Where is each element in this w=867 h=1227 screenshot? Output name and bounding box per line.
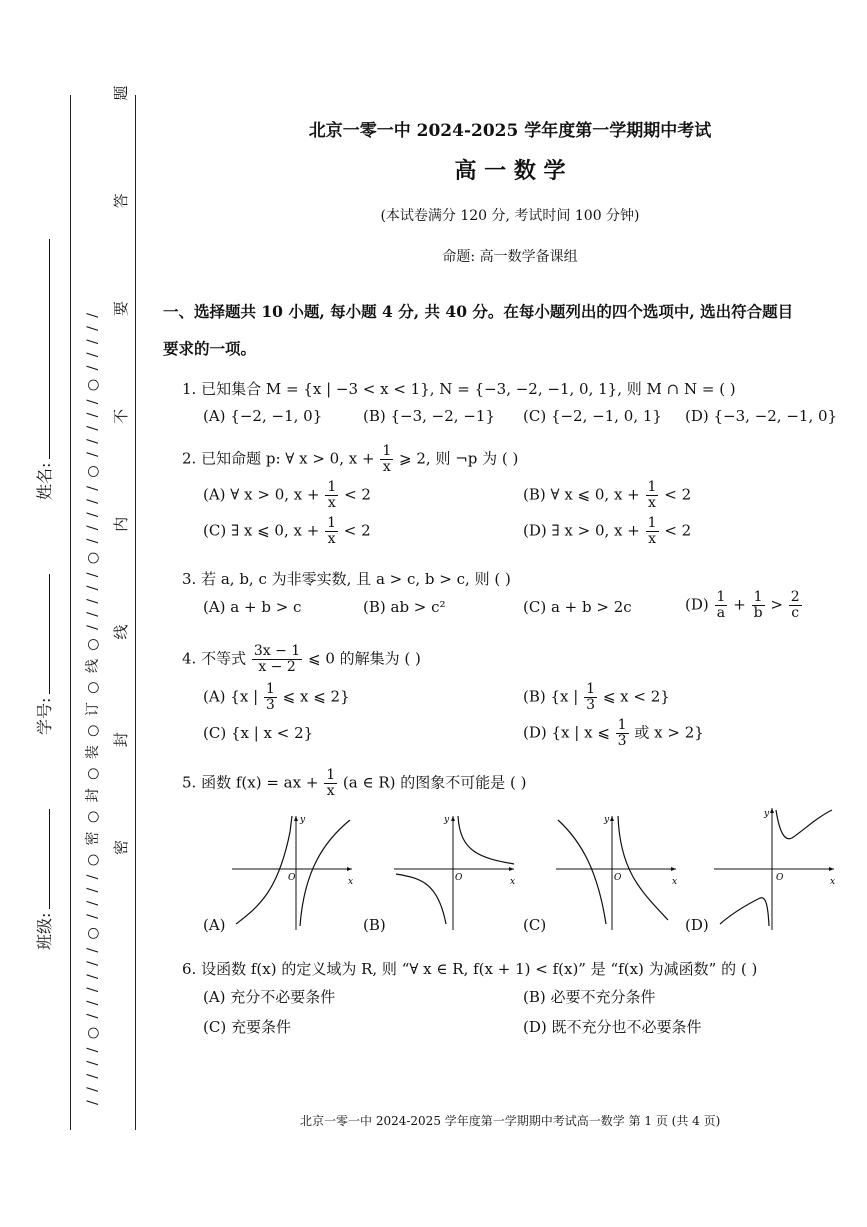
svg-text:x: x — [830, 877, 836, 887]
q2-option-a: (A) ∀ x > 0, x + $\frac{1}{x}$ < 2 — [203, 479, 371, 511]
q4-stem: 4. 不等式 $\frac{3x - 1}{x - 2}$ ⩽ 0 的解集为 ( ) — [182, 643, 421, 675]
q1-option-d: (D) {−3, −2, −1, 0} — [685, 407, 838, 425]
exam-author: 命题: 高一数学备课组 — [442, 249, 578, 265]
q5-graph-b — [390, 812, 520, 932]
name-label: 姓名: — [32, 239, 55, 500]
q5-label-b: (B) — [363, 916, 386, 934]
q3-option-c: (C) a + b > 2c — [523, 598, 632, 616]
q6-option-d: (D) 既不充分也不必要条件 — [523, 1018, 702, 1036]
svg-text:x: x — [510, 877, 516, 887]
binding-line-right — [135, 95, 136, 1130]
section-heading-line1: 一、选择题共 10 小题, 每小题 4 分, 共 40 分。在每小题列出的四个选项中, 选出符合题目 — [163, 302, 794, 321]
svg-text:x: x — [348, 877, 354, 887]
q6-option-b: (B) 必要不充分条件 — [523, 988, 656, 1006]
page-footer: 北京一零一中 2024-2025 学年度第一学期期中考试高一数学 第 1 页 (共 4 页) — [300, 1114, 721, 1128]
exam-info: (本试卷满分 120 分, 考试时间 100 分钟) — [380, 208, 640, 224]
q5-label-d: (D) — [685, 916, 709, 934]
q5-label-a: (A) — [203, 916, 226, 934]
seal-warning-text: 密 封 线 内 不 要 答 题 — [112, 41, 130, 855]
q4-option-d: (D) {x | x ⩽ $\frac{1}{3}$ 或 x > 2} — [523, 717, 704, 749]
q6-stem: 6. 设函数 f(x) 的定义域为 R, 则 “∀ x ∈ R, f(x + 1) < f(x)” 是 “f(x) 为减函数” 的 ( ) — [182, 960, 758, 978]
section-heading-line2: 要求的一项。 — [163, 339, 257, 358]
q5-stem: 5. 函数 f(x) = ax + $\frac{1}{x}$ (a ∈ R) 的图象不可能是 ( ) — [182, 767, 527, 799]
q6-option-a: (A) 充分不必要条件 — [203, 988, 336, 1006]
svg-text:y: y — [444, 815, 450, 825]
q1-option-a: (A) {−2, −1, 0} — [203, 407, 323, 425]
q2-stem: 2. 已知命题 p: ∀ x > 0, x + $\frac{1}{x}$ ⩾ 2, 则 ¬p 为 ( ) — [182, 443, 519, 475]
q3-option-d: (D) $\frac{1}{a}$ + $\frac{1}{b}$ > $\frac{2}{c}$ — [685, 589, 800, 621]
exam-title: 北京一零一中 2024-2025 学年度第一学期期中考试 — [308, 121, 712, 141]
q4-option-a: (A) {x | $\frac{1}{3}$ ⩽ x ⩽ 2} — [203, 681, 350, 713]
svg-text:O: O — [455, 873, 463, 883]
student-id-label: 学号: — [32, 574, 55, 735]
q3-stem: 3. 若 a, b, c 为非零实数, 且 a > c, b > c, 则 ( ) — [182, 570, 511, 588]
svg-text:O: O — [614, 873, 622, 883]
q5-graph-c — [552, 812, 682, 932]
svg-text:x: x — [672, 877, 678, 887]
seal-line-text: / / / / / ○ / / / / / / ○ / / / / ○ 密 ○ 封 ○ 装 ○ 订 ○ 线 ○ / / / / / ○ / / / / / ○ / / / / / ○ / / / / / — [85, 311, 101, 1105]
q1-option-b: (B) {−3, −2, −1} — [363, 407, 495, 425]
svg-text:O: O — [776, 873, 784, 883]
q1-stem: 1. 已知集合 M = {x | −3 < x < 1}, N = {−3, −2, −1, 0, 1}, 则 M ∩ N = ( ) — [182, 380, 736, 398]
q6-option-c: (C) 充要条件 — [203, 1018, 291, 1036]
svg-text:O: O — [288, 873, 296, 883]
q2-option-d: (D) ∃ x > 0, x + $\frac{1}{x}$ < 2 — [523, 515, 692, 547]
q5-graph-d — [712, 806, 842, 932]
q3-option-b: (B) ab > c² — [363, 598, 446, 616]
q1-option-c: (C) {−2, −1, 0, 1} — [523, 407, 662, 425]
q4-option-c: (C) {x | x < 2} — [203, 724, 314, 742]
subject-title: 高 一 数 学 — [454, 158, 566, 184]
svg-text:y: y — [764, 809, 770, 819]
q2-option-b: (B) ∀ x ⩽ 0, x + $\frac{1}{x}$ < 2 — [523, 479, 692, 511]
q5-graph-a — [228, 812, 358, 932]
svg-text:y: y — [604, 815, 610, 825]
q2-option-c: (C) ∃ x ⩽ 0, x + $\frac{1}{x}$ < 2 — [203, 515, 371, 547]
q3-option-a: (A) a + b > c — [203, 598, 302, 616]
q5-label-c: (C) — [523, 916, 547, 934]
svg-text:y: y — [300, 815, 306, 825]
binding-line-left — [70, 95, 71, 1130]
class-label: 班级: — [32, 809, 55, 950]
q4-option-b: (B) {x | $\frac{1}{3}$ ⩽ x < 2} — [523, 681, 670, 713]
